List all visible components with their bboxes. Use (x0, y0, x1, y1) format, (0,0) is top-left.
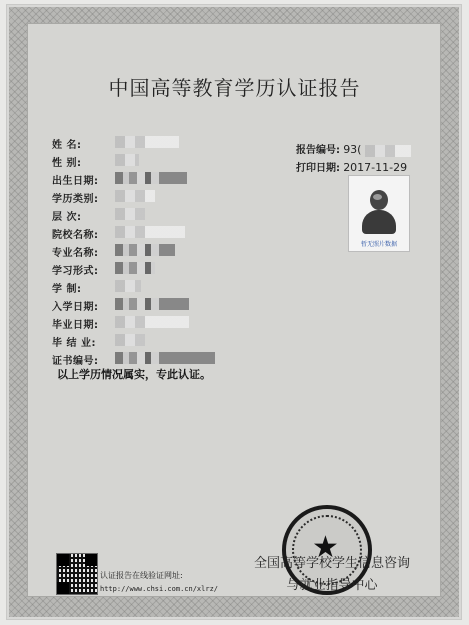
redacted-value (115, 154, 139, 166)
report-number-label: 报告编号: (296, 145, 340, 156)
field-label-enroll-date: 入学日期: (52, 302, 99, 313)
photo-placeholder (348, 175, 410, 252)
issuer-line-2: 与就业指导中心 (286, 578, 378, 593)
field-label-school: 院校名称: (52, 230, 99, 241)
field-row-study-mode (52, 262, 155, 277)
redacted-value (115, 226, 185, 238)
print-date-label: 打印日期: (296, 163, 340, 174)
field-label-gender: 性 别: (52, 158, 82, 169)
field-row-birthdate (52, 172, 187, 187)
avatar-body-icon (362, 210, 396, 234)
field-row-enroll-date (52, 298, 189, 313)
field-label-level: 层 次: (52, 212, 82, 223)
official-seal-icon: ★ (282, 505, 372, 595)
field-label-name: 姓 名: (52, 140, 82, 151)
issuer-name (247, 553, 417, 597)
field-label-degree-type: 学历类别: (52, 194, 99, 205)
field-label-completion: 毕 结 业: (52, 338, 96, 349)
verify-info (100, 570, 218, 593)
issuer-line-1: 全国高等学校学生信息咨询 (253, 556, 410, 571)
print-date: 2017-11-29 (343, 161, 408, 174)
avatar-head-icon (370, 190, 388, 210)
field-row-school (52, 226, 185, 241)
field-row-duration (52, 280, 141, 295)
redacted-value (115, 208, 145, 220)
field-row-name (52, 136, 179, 151)
photo-caption: 暂无照片数据 (360, 241, 397, 248)
field-row-gender (52, 154, 139, 169)
report-number: 93( (343, 143, 362, 156)
redacted-value (115, 190, 155, 202)
field-label-duration: 学 制: (52, 284, 82, 295)
field-row-completion (52, 334, 145, 349)
field-label-certificate-no: 证书编号: (52, 356, 99, 367)
verify-url[interactable]: http://www.chsi.com.cn/xlrz/ (100, 585, 219, 593)
field-row-major (52, 244, 175, 259)
declaration-text: 以上学历情况属实，专此认证。 (57, 368, 211, 381)
redacted-value (115, 172, 187, 184)
verify-label: 认证报告在线验证网址: (100, 571, 183, 580)
report-meta (296, 141, 411, 177)
report-number-row (296, 141, 411, 159)
redacted-value (115, 262, 155, 274)
redacted-value (115, 316, 189, 328)
redacted-value (115, 136, 179, 148)
redacted-value (115, 334, 145, 346)
redacted-value (115, 280, 141, 292)
field-row-degree-type (52, 190, 155, 205)
redacted-value (115, 298, 189, 310)
field-row-certificate-no (52, 352, 215, 367)
field-label-graduate-date: 毕业日期: (52, 320, 99, 331)
field-row-level (52, 208, 145, 223)
report-title: 中国高等教育学历认证报告 (108, 76, 361, 100)
field-row-graduate-date (52, 316, 189, 331)
redacted-value (115, 244, 175, 256)
redacted-value (365, 145, 411, 157)
qr-code-icon (56, 553, 98, 595)
field-label-major: 专业名称: (52, 248, 99, 259)
field-label-study-mode: 学习形式: (52, 266, 99, 277)
field-label-birthdate: 出生日期: (52, 176, 99, 187)
redacted-value (115, 352, 215, 364)
